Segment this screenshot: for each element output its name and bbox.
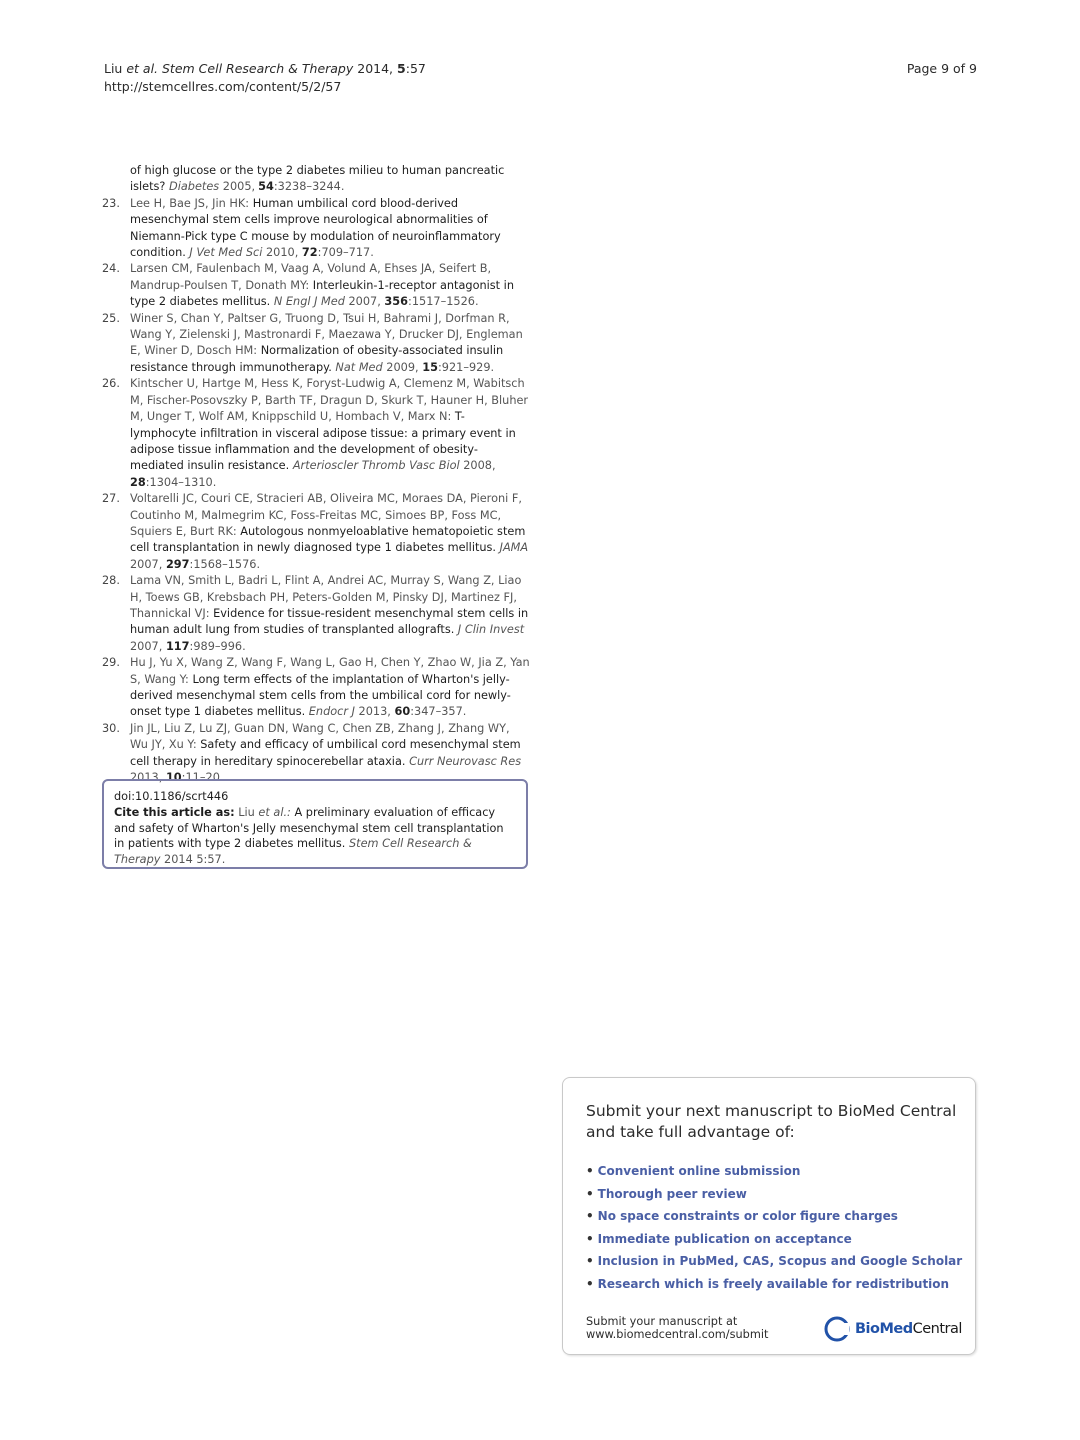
ref-year: 2005, [222, 180, 256, 194]
ref-body [130, 573, 530, 655]
doi[interactable]: doi:10.1186/scrt446 [114, 790, 229, 803]
cite-year-volume: 2014 5:57. [164, 853, 226, 867]
biomed-central-logo [823, 1315, 962, 1343]
cite-etal: et al.: [258, 805, 291, 819]
ref-number: 25. [102, 311, 120, 325]
ref-journal: N Engl J Med [273, 295, 345, 309]
ref-number: 23. [102, 196, 120, 210]
ref-body [130, 376, 530, 491]
ref-authors: Jin JL, Liu Z, Lu ZJ, Guan DN, Wang C, Chen ZB, Zhang J, Zhang WY, Wu JY, Xu Y: [130, 721, 510, 752]
ref-pages: :989–996. [189, 639, 246, 653]
ref-year: 2009, [386, 360, 419, 374]
ref-pages: :3238–3244. [273, 180, 345, 194]
header-etal: et al. [126, 61, 159, 76]
reference-items [102, 196, 530, 787]
header-url[interactable]: http://stemcellres.com/content/5/2/57 [104, 79, 342, 94]
bmc-benefit-item [586, 1160, 962, 1183]
ref-pages: :11–20. [181, 771, 224, 785]
ref-authors: Hu J, Yu X, Wang Z, Wang F, Wang L, Gao H, Chen Y, Zhao W, Jia Z, Yan S, Wang Y: [130, 656, 530, 686]
ref-year: 2013, [130, 771, 163, 785]
ref-title: Evidence for tissue-resident mesenchymal stem cells in human adult lung from studies of transplanted allografts. [130, 606, 529, 637]
ref-authors: Larsen CM, Faulenbach M, Vaag A, Volund A, Ehses JA, Seifert B, Mandrup-Poulsen T, Donath MY: [130, 262, 492, 292]
bmc-submit-panel [562, 1077, 976, 1355]
header-article: :57 [405, 61, 426, 76]
reference-item [102, 376, 530, 491]
header-volume: 5 [397, 61, 406, 76]
ref-pages: :709–717. [317, 246, 374, 260]
bmc-benefit-text: Thorough peer review [597, 1186, 747, 1201]
ref-body [130, 196, 530, 262]
ref-volume: 28 [130, 475, 146, 489]
bmc-submit-url[interactable]: www.biomedcentral.com/submit [586, 1328, 769, 1341]
ref-authors: Winer S, Chan Y, Paltser G, Truong D, Tsui H, Bahrami J, Dorfman R, Wang Y, Zielenski J, Mastronardi F, Maezawa Y, Drucker DJ, Engleman E, Winer D, Dosch HM: [130, 311, 523, 358]
reference-item [102, 261, 530, 310]
ref-authors: Kintscher U, Hartge M, Hess K, Foryst-Ludwig A, Clemenz M, Wabitsch M, Fischer-Posovszky P, Barth TF, Dragun D, Skurk T, Hauner H, Bluher M, Unger T, Wolf AM, Knippschild U, Hombach V, Marx N: [130, 377, 529, 424]
ref-pages: :921–929. [437, 360, 495, 374]
bmc-submit-line: Submit your manuscript at [586, 1315, 738, 1328]
reference-item [102, 311, 530, 377]
cite-text [114, 805, 516, 868]
bmc-benefit-item [586, 1273, 962, 1296]
bmc-benefits-list [586, 1160, 962, 1295]
ref-number: 28. [102, 574, 120, 588]
reference-list [102, 163, 530, 786]
citation-line [104, 60, 426, 78]
ref-volume: 72 [301, 246, 318, 260]
ref-year: 2007, [130, 557, 163, 571]
ref-year: 2013, [358, 705, 391, 719]
ref-journal: Arterioscler Thromb Vasc Biol [292, 459, 460, 473]
ref-pages: :1568–1576. [189, 557, 261, 571]
ref-volume: 10 [165, 771, 182, 785]
bmc-submit-text [586, 1315, 768, 1341]
bmc-benefit-item [586, 1250, 962, 1273]
cite-this-article-box [102, 779, 528, 869]
reference-continued [102, 163, 530, 196]
bmc-benefit-item [586, 1205, 962, 1228]
ref-number: 29. [102, 656, 120, 670]
ref-authors: Lama VN, Smith L, Badri L, Flint A, Andrei AC, Murray S, Wang Z, Liao H, Toews GB, Krebsbach PH, Peters-Golden M, Pinsky DJ, Martinez FJ, Thannickal VJ: [130, 574, 522, 620]
ref-pages: :347–357. [410, 705, 467, 719]
ref-title: of high glucose or the type 2 diabetes milieu to human pancreatic islets? [130, 164, 505, 194]
bullet-icon: • [586, 1186, 594, 1201]
ref-journal: J Clin Invest [457, 623, 525, 637]
ref-year: 2010, [265, 246, 299, 260]
bullet-icon: • [586, 1276, 594, 1291]
ref-authors: Lee H, Bae JS, Jin HK: [130, 196, 250, 210]
ref-journal: Nat Med [335, 360, 383, 374]
cite-title: A preliminary evaluation of efficacy and safety of Wharton's Jelly mesenchymal stem cell transplantation in patients with type 2 diabetes mellitus. [114, 805, 504, 851]
reference-item [102, 491, 530, 573]
bmc-benefit-text: Research which is freely available for redistribution [597, 1276, 950, 1291]
bmc-logo-text: BioMedCentral [855, 1321, 962, 1337]
ref-number: 27. [102, 492, 120, 506]
ref-number: 26. [102, 377, 120, 391]
ref-title: Human umbilical cord blood-derived mesenchymal stem cells improve neurological abnormalities of Niemann-Pick type C mouse by modulation of neuroinflammatory condition. [130, 196, 501, 260]
reference-item [102, 655, 530, 721]
ref-body [130, 655, 530, 721]
bullet-icon: • [586, 1231, 594, 1246]
ref-volume: 356 [384, 295, 409, 309]
ref-volume: 60 [394, 705, 411, 719]
reference-item [102, 721, 530, 787]
ref-body [130, 721, 530, 787]
header-journal: Stem Cell Research & Therapy [162, 61, 354, 76]
ref-body [130, 261, 530, 310]
ref-title: Long term effects of the implantation of Wharton's jelly-derived mesenchymal stem cells from the umbilical cord for newly-onset type 1 diabetes mellitus. [130, 672, 511, 719]
bmc-benefit-item [586, 1183, 962, 1206]
ref-number: 24. [102, 262, 120, 276]
bmc-benefit-text: Immediate publication on acceptance [597, 1231, 852, 1246]
cite-label: Cite this article as: [114, 805, 235, 819]
cite-authors: Liu [238, 805, 255, 819]
page-number: Page 9 of 9 [906, 61, 977, 76]
ref-journal: J Vet Med Sci [189, 246, 263, 260]
ref-title: Normalization of obesity-associated insulin resistance through immunotherapy. [130, 344, 504, 374]
bmc-heading: Submit your next manuscript to BioMed Central and take full advantage of: [586, 1102, 957, 1141]
bullet-icon: • [586, 1164, 594, 1178]
ref-authors: Voltarelli JC, Couri CE, Stracieri AB, Oliveira MC, Moraes DA, Pieroni F, Coutinho M, Malmegrim KC, Foss-Freitas MC, Simoes BP, Foss MC, Squiers E, Burt RK: [130, 492, 522, 538]
ref-body [130, 311, 530, 377]
bullet-icon: • [586, 1209, 594, 1223]
ref-volume: 54 [258, 180, 274, 194]
header-year: 2014, [357, 61, 394, 76]
ref-pages: :1304–1310. [145, 475, 217, 489]
ref-volume: 15 [422, 360, 438, 374]
reference-item [102, 196, 530, 262]
ref-year: 2008, [463, 459, 496, 473]
ref-pages: :1517–1526. [408, 295, 479, 309]
ref-number: 30. [102, 721, 120, 735]
ref-year: 2007, [348, 295, 381, 309]
bmc-benefit-text: No space constraints or color figure charges [597, 1209, 898, 1223]
reference-item [102, 573, 530, 655]
bmc-benefit-text: Convenient online submission [597, 1164, 801, 1178]
ref-title: Safety and efficacy of umbilical cord mesenchymal stem cell therapy in hereditary spinocerebellar ataxia. [130, 738, 521, 768]
bullet-icon: • [586, 1254, 594, 1268]
cite-journal: Stem Cell Research & Therapy [114, 837, 472, 867]
ref-journal: JAMA [499, 541, 529, 555]
bmc-logo-icon [823, 1315, 851, 1343]
ref-title: Autologous nonmyeloablative hematopoietic stem cell transplantation in newly diagnosed type 1 diabetes mellitus. [130, 524, 526, 555]
ref-title: Interleukin-1-receptor antagonist in type 2 diabetes mellitus. [130, 278, 514, 309]
ref-journal: Diabetes [169, 180, 220, 194]
ref-volume: 117 [165, 639, 190, 653]
ref-year: 2007, [130, 639, 163, 653]
ref-body [130, 491, 530, 573]
ref-journal: Endocr J [308, 705, 355, 719]
header-authors: Liu [104, 61, 123, 76]
ref-title: T-lymphocyte infiltration in visceral adipose tissue: a primary event in adipose tissue inflammation and the development of obesity-mediated insulin resistance. [130, 410, 516, 473]
bmc-benefit-text: Inclusion in PubMed, CAS, Scopus and Google Scholar [597, 1254, 963, 1268]
ref-volume: 297 [165, 557, 190, 571]
running-header [104, 60, 426, 96]
bmc-benefit-item [586, 1228, 962, 1251]
ref-journal: Curr Neurovasc Res [409, 754, 522, 768]
